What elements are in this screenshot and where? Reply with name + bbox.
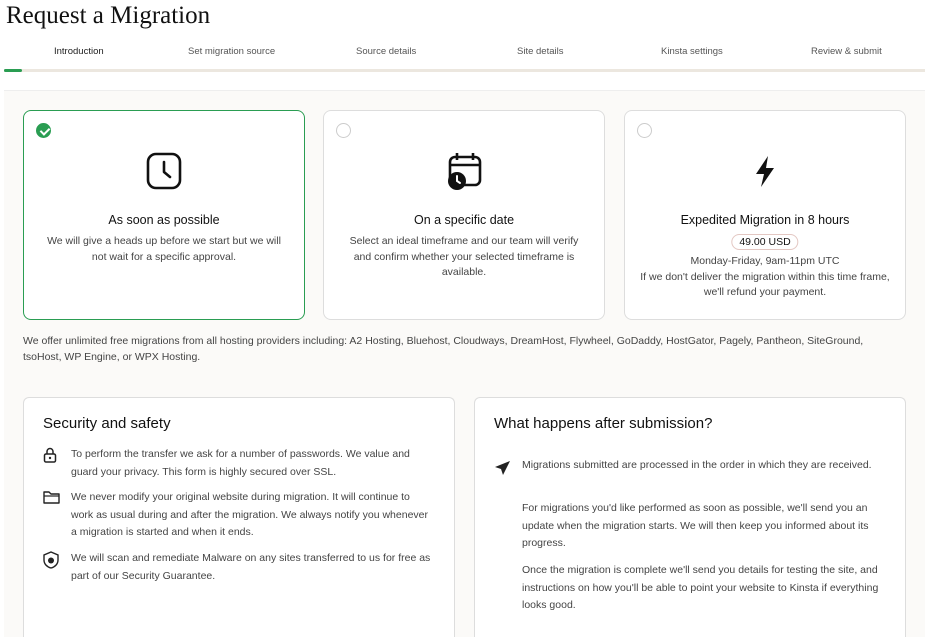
option-title: Expedited Migration in 8 hours [680,213,850,227]
option-card-specific-date[interactable] [323,110,605,320]
calendar-clock-icon [444,151,484,191]
security-item [43,550,434,585]
providers-note: We offer unlimited free migrations from all hosting providers including: A2 Hosting, Bluehost, Cloudways, DreamHost, Flywheel, GoDaddy, HostGator, Pagely, Pantheon, SiteGround, tsoHost, WP Engine, or WPX Hosting. [23,335,864,363]
radio-selected[interactable] [36,123,51,138]
after-paragraph: Migrations submitted are processed in the order in which they are received. [522,459,872,471]
security-text: We will scan and remediate Malware on any sites transferred to us for free as part of our Security Guarantee. [71,552,431,582]
option-hours [637,254,893,301]
after-paragraph: Once the migration is complete we'll send you details for testing the site, and instructions on how you'll be able to point your website to Kinsta if everything looks good. [522,564,879,611]
security-item [43,446,434,481]
security-text: To perform the transfer we ask for a number of passwords. We value and guard your privacy. This form is highly secured over SSL. [71,448,410,478]
option-description: We will give a heads up before we start but we will not wait for a specific approval. [47,235,281,263]
option-card-asap[interactable] [23,110,305,320]
security-box [23,397,455,637]
refund-guarantee: If we don't deliver the migration within this time frame, we'll refund your payment. [640,270,890,298]
shield-icon [43,550,71,568]
price-badge: 49.00 USD [731,234,798,250]
service-hours: Monday-Friday, 9am-11pm UTC [690,255,840,267]
progress-track [4,69,925,72]
after-title: What happens after submission? [494,415,713,432]
step-review-submit[interactable]: Review & submit [811,46,882,57]
page-title: Request a Migration [6,2,211,29]
folder-icon [43,489,71,507]
security-title: Security and safety [43,415,171,432]
step-introduction[interactable]: Introduction [54,46,104,57]
step-set-migration-source[interactable]: Set migration source [188,46,276,57]
radio-unselected[interactable] [637,123,652,138]
security-text: We never modify your original website during migration. It will continue to work as usual during and after the migration. We always notify you whenever a migration is started and when it ends. [71,491,428,538]
step-kinsta-settings[interactable]: Kinsta settings [661,46,723,57]
after-submission-box [474,397,906,637]
lightning-icon [745,151,785,191]
progress-fill [4,69,22,72]
after-paragraph: For migrations you'd like performed as soon as possible, we'll send you an update when the migration starts. We will then keep you informed about its progress. [522,502,869,549]
step-source-details[interactable]: Source details [356,46,417,57]
radio-unselected[interactable] [336,123,351,138]
security-item [43,489,434,542]
stepper [0,46,925,60]
step-site-details[interactable]: Site details [517,46,564,57]
send-icon [494,460,511,476]
option-description: Select an ideal timeframe and our team will verify and confirm whether your selected timeframe is available. [349,235,579,278]
option-title: On a specific date [413,213,515,227]
clock-icon [144,151,184,191]
option-title: As soon as possible [108,213,220,227]
option-card-expedited[interactable] [624,110,906,320]
lock-icon [43,446,71,464]
